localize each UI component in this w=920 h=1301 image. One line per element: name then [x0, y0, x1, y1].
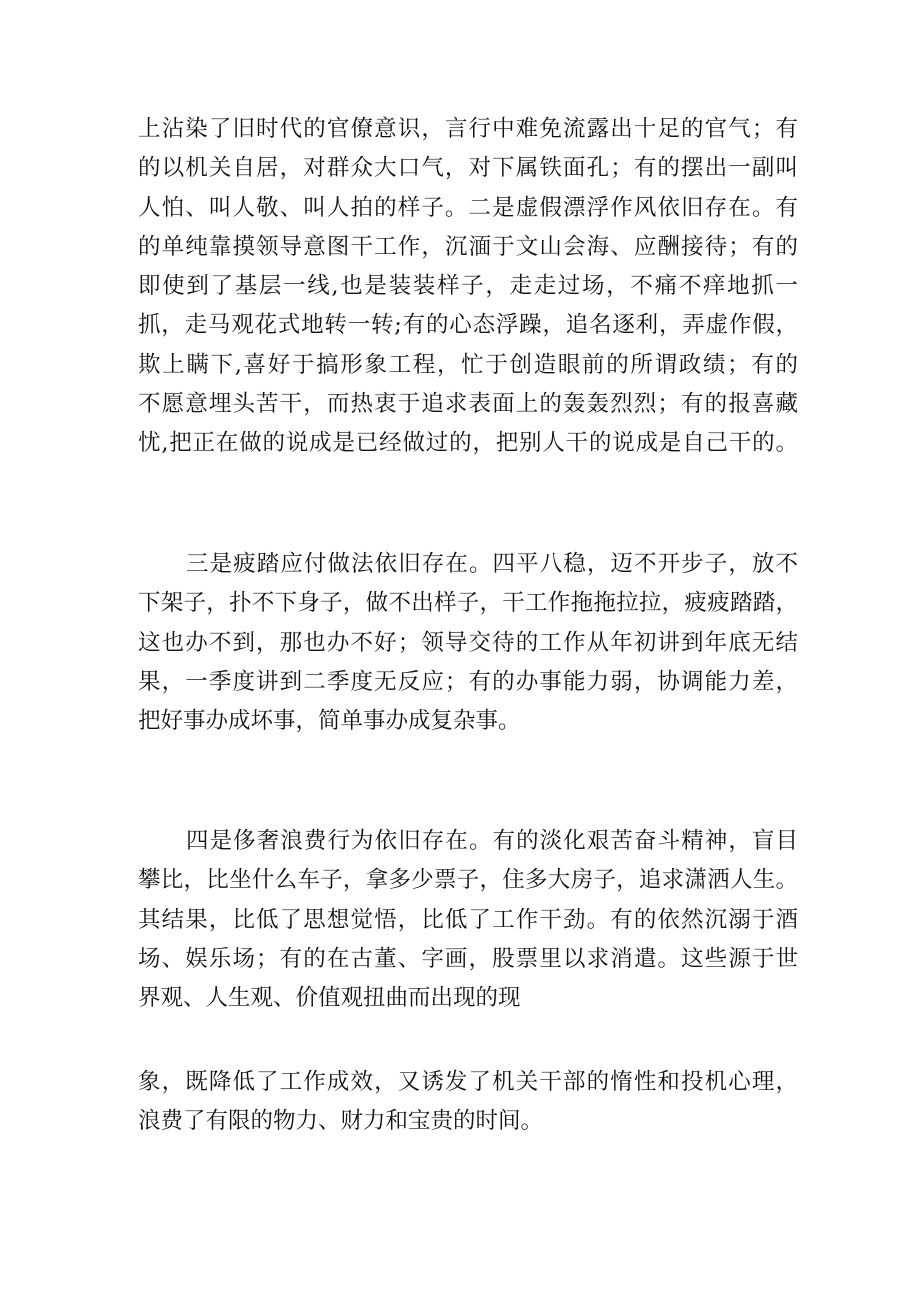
paragraph-3: [138, 822, 798, 1018]
text-line: 抓，走马观花式地转一转;有的心态浮躁，追名逐利，弄虚作假，: [138, 312, 798, 339]
text-line: 攀比，比坐什么车子，拿多少票子，住多大房子，追求潇洒人生。: [138, 867, 798, 894]
text-line: 界观、人生观、价值观扭曲而出现的现: [138, 985, 521, 1012]
text-line: 的单纯靠摸领导意图干工作，沉湎于文山会海、应酬接待；有的: [138, 233, 798, 260]
text-line: 即使到了基层一线,也是装装样子，走走过场，不痛不痒地抓一: [138, 273, 798, 300]
text-line: 其结果，比低了思想觉悟，比低了工作干劲。有的依然沉溺于酒: [138, 906, 798, 933]
text-line: 的以机关自居，对群众大口气，对下属铁面孔；有的摆出一副叫: [138, 155, 798, 182]
text-line: 四是侈奢浪费行为依旧存在。有的淡化艰苦奋斗精神，盲目: [186, 828, 798, 854]
text-line: 这也办不到，那也办不好；领导交待的工作从年初讲到年底无结: [138, 629, 798, 656]
text-line: 人怕、叫人敬、叫人拍的样子。二是虚假漂浮作风依旧存在。有: [138, 194, 798, 221]
text-line: 不愿意埋头苦干，而热衷于追求表面上的轰轰烈烈；有的报喜藏: [138, 391, 798, 418]
text-line: 把好事办成坏事，简单事办成复杂事。: [138, 708, 521, 735]
text-line: 果，一季度讲到二季度无反应；有的办事能力弱，协调能力差，: [138, 668, 798, 695]
text-line: 忧,把正在做的说成是已经做过的，把别人干的说成是自己干的。: [138, 430, 798, 457]
paragraph-4: [138, 1063, 798, 1142]
text-line: 三是疲踏应付做法依旧存在。四平八稳，迈不开步子，放不: [186, 551, 798, 577]
text-line: 场、娱乐场；有的在古董、字画，股票里以求消遣。这些源于世: [138, 945, 798, 972]
paragraph-2: [138, 545, 798, 741]
paragraph-1: [138, 110, 798, 464]
text-line: 上沾染了旧时代的官僚意识，言行中难免流露出十足的官气；有: [138, 116, 798, 142]
text-line: 象，既降低了工作成效，又诱发了机关干部的惰性和投机心理，: [138, 1069, 798, 1095]
text-line: 下架子，扑不下身子，做不出样子，干工作拖拖拉拉，疲疲踏踏，: [138, 590, 798, 617]
text-line: 欺上瞒下,喜好于搞形象工程，忙于创造眼前的所谓政绩；有的: [138, 351, 798, 378]
text-line: 浪费了有限的物力、财力和宝贵的时间。: [138, 1108, 544, 1135]
